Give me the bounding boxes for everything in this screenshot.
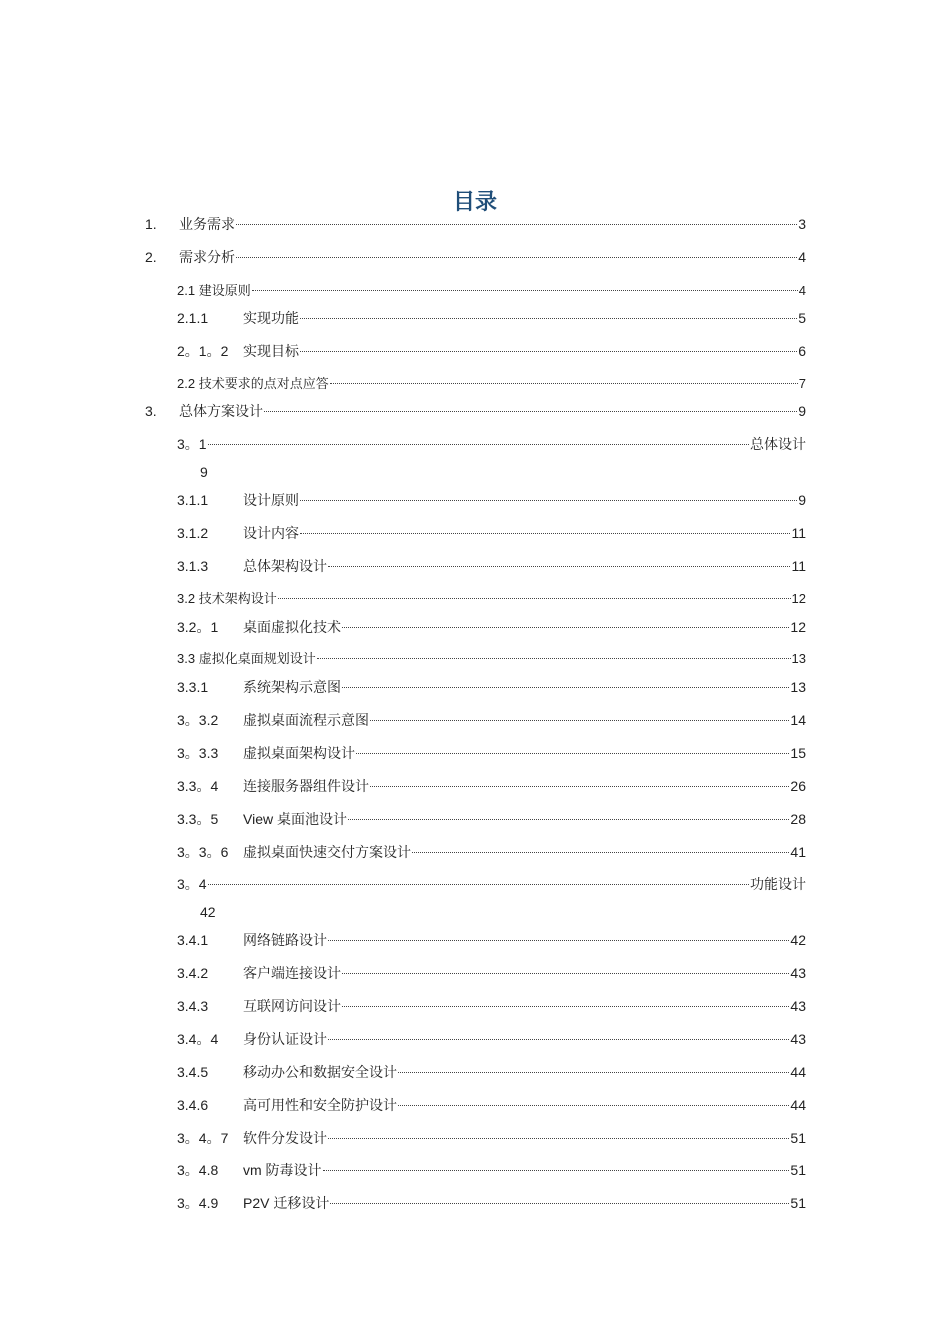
toc-entry-3-1-1[interactable] [177,490,806,510]
toc-number: 3.4.3 [177,998,209,1014]
dot-leader [328,940,789,941]
toc-title: 业务需求 [179,216,235,232]
toc-entry-3-4-3[interactable] [177,996,806,1016]
toc-number: 3.4.1 [177,932,209,948]
toc-entry-3-4-5[interactable] [177,1062,806,1082]
dot-leader [252,290,798,291]
dot-leader [330,383,798,384]
dot-leader [236,257,797,258]
toc-page: 44 [790,1064,806,1080]
toc-number: 3.4.6 [177,1097,209,1113]
toc-page: 51 [790,1162,806,1178]
toc-number: 3.3。5 [177,811,219,827]
toc-entry-3-4-9[interactable] [177,1193,806,1213]
page-title: 目录 [452,190,497,215]
toc-page: 4 [798,249,806,265]
toc-number: 3。3.2 [177,712,219,728]
toc-entry-2[interactable] [145,247,806,267]
dot-leader [412,852,789,853]
toc-page: 6 [798,343,806,359]
dot-leader [328,1138,789,1139]
toc-number: 2.2 [177,376,196,391]
toc-entry-2-1[interactable] [177,281,806,301]
toc-page: 9 [200,464,208,480]
toc-entry-3-4[interactable] [177,874,806,894]
toc-page: 13 [791,651,806,666]
dot-leader [342,687,789,688]
toc-entry-3-3-4[interactable] [177,776,806,796]
dot-leader [300,533,790,534]
toc-number: 3. [145,403,157,419]
toc-number: 3.3.1 [177,679,209,695]
toc-page: 44 [790,1097,806,1113]
dot-leader [278,598,791,599]
dot-leader [342,627,789,628]
dot-leader [356,753,789,754]
toc-title: 实现目标 [243,343,299,359]
dot-leader [208,884,749,885]
toc-entry-2-2[interactable] [177,374,806,394]
toc-number: 2.1 [177,283,196,298]
dot-leader [398,1072,789,1073]
toc-page: 43 [790,965,806,981]
toc-title: 功能设计 [750,876,806,892]
toc-entry-3-1-3[interactable] [177,556,806,576]
toc-page: 43 [790,998,806,1014]
dot-leader [348,819,789,820]
dot-leader [370,786,789,787]
dot-leader [208,444,749,445]
toc-page: 41 [790,844,806,860]
dot-leader [370,720,789,721]
toc-entry-3-3[interactable] [177,649,806,669]
toc-entry-3-2[interactable] [177,589,806,609]
toc-title: 建设原则 [198,283,251,298]
dot-leader [236,224,797,225]
toc-title: 软件分发设计 [243,1130,327,1146]
toc-page: 43 [790,1031,806,1047]
toc-entry-3-2-1[interactable] [177,617,806,637]
toc-title: View 桌面池设计 [243,811,347,827]
toc-number: 3.3。4 [177,778,219,794]
toc-page: 51 [790,1195,806,1211]
toc-number: 1. [145,216,157,232]
toc-page: 14 [790,712,806,728]
toc-entry-3-3-6[interactable] [177,842,806,862]
toc-title: 总体方案设计 [179,403,263,419]
dot-leader [300,318,797,319]
toc-title: 技术要求的点对点应答 [198,376,329,391]
toc-title: 移动办公和数据安全设计 [243,1064,397,1080]
dot-leader [300,351,797,352]
toc-entry-3-3-3[interactable] [177,743,806,763]
toc-number: 3.1.2 [177,525,209,541]
toc-number: 3。4 [177,876,207,892]
toc-number: 3.1.1 [177,492,209,508]
toc-entry-3-1[interactable] [177,434,806,454]
toc-entry-3-4-4[interactable] [177,1029,806,1049]
toc-number: 3。3.3 [177,745,219,761]
toc-title: 实现功能 [243,310,299,326]
toc-page: 13 [790,679,806,695]
toc-number: 3.2 [177,591,196,606]
toc-page: 7 [798,376,806,391]
toc-page: 9 [798,492,806,508]
dot-leader [317,658,791,659]
toc-page: 5 [798,310,806,326]
toc-entry-2-1-1[interactable] [177,308,806,328]
dot-leader [328,566,790,567]
toc-title: 连接服务器组件设计 [243,778,369,794]
toc-number: 3.2。1 [177,619,219,635]
toc-title: 技术架构设计 [198,591,277,606]
toc-title: 虚拟桌面架构设计 [243,745,355,761]
toc-number: 3。4.9 [177,1195,219,1211]
toc-title: 桌面虚拟化技术 [243,619,341,635]
toc-entry-2-1-2[interactable] [177,341,806,361]
toc-number: 3.1.3 [177,558,209,574]
toc-entry-3[interactable] [145,401,806,421]
toc-entry-3-4-8[interactable] [177,1160,806,1180]
toc-title: 互联网访问设计 [243,998,341,1014]
toc-number: 3。1 [177,436,207,452]
toc-page: 15 [790,745,806,761]
toc-page: 4 [798,283,806,298]
toc-entry-3-3-5[interactable] [177,809,806,829]
toc-entry-3-4-2[interactable] [177,963,806,983]
toc-number: 3.4。4 [177,1031,219,1047]
toc-entry-3-4-7[interactable] [177,1128,806,1148]
toc-page: 3 [798,216,806,232]
toc-page: 26 [790,778,806,794]
toc-title: 设计内容 [243,525,299,541]
toc-page: 12 [790,619,806,635]
toc-entry-3-1-2[interactable] [177,523,806,543]
toc-number: 3.4.5 [177,1064,209,1080]
toc-title: 高可用性和安全防护设计 [243,1097,397,1113]
toc-title: P2V 迁移设计 [243,1195,330,1211]
toc-title: 总体架构设计 [243,558,327,574]
toc-title: 需求分析 [179,249,235,265]
toc-number: 3。3。6 [177,844,229,860]
toc-title: vm 防毒设计 [243,1162,322,1178]
toc-number: 3.3 [177,651,196,666]
toc-title: 系统架构示意图 [243,679,341,695]
toc-title: 虚拟桌面流程示意图 [243,712,369,728]
toc-number: 3.4.2 [177,965,209,981]
toc-page: 42 [790,932,806,948]
toc-title: 总体设计 [750,436,806,452]
toc-number: 2。1。2 [177,343,229,359]
toc-page: 42 [200,904,216,920]
dot-leader [398,1105,789,1106]
toc-page: 11 [791,525,806,541]
toc-entry-3-4-1[interactable] [177,930,806,950]
dot-leader [342,1006,789,1007]
dot-leader [330,1203,789,1204]
dot-leader [300,500,797,501]
toc-entry-3-3-2[interactable] [177,710,806,730]
toc-entry-3-3-1[interactable] [177,677,806,697]
toc-number: 2.1.1 [177,310,209,326]
toc-number: 3。4。7 [177,1130,229,1146]
toc-page: 51 [790,1130,806,1146]
toc-number: 3。4.8 [177,1162,219,1178]
toc-title: 客户端连接设计 [243,965,341,981]
dot-leader [342,973,789,974]
toc-page: 28 [790,811,806,827]
toc-page: 12 [791,591,806,606]
toc-title: 身份认证设计 [243,1031,327,1047]
toc-number: 2. [145,249,157,265]
toc-title: 设计原则 [243,492,299,508]
toc-page: 11 [791,558,806,574]
toc-title: 虚拟化桌面规划设计 [198,651,316,666]
toc-page: 9 [798,403,806,419]
toc-title: 虚拟桌面快速交付方案设计 [243,844,411,860]
toc-entry-3-4-6[interactable] [177,1095,806,1115]
dot-leader [328,1039,789,1040]
toc-title: 网络链路设计 [243,932,327,948]
toc-entry-1[interactable] [145,214,806,234]
dot-leader [264,411,797,412]
dot-leader [323,1170,790,1171]
